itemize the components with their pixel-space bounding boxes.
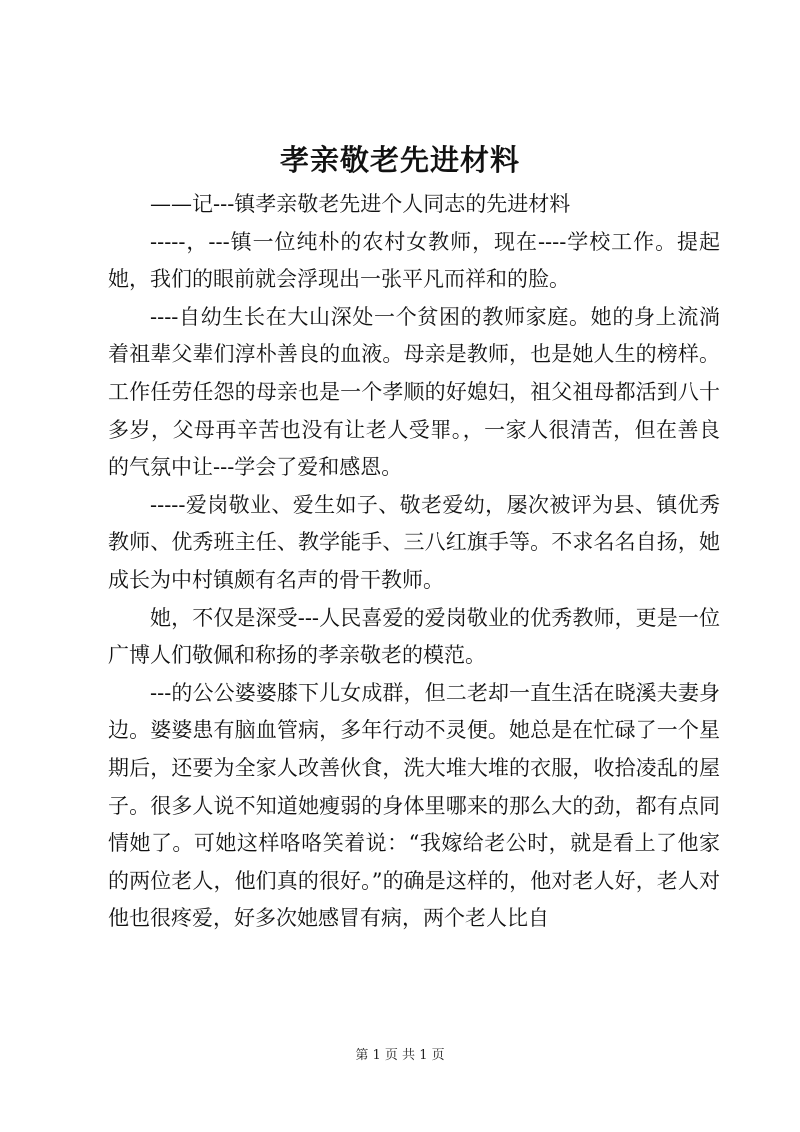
subtitle-paragraph: ——记---镇孝亲敬老先进个人同志的先进材料 <box>150 192 571 216</box>
body-paragraph: ---的公公婆婆膝下儿女成群，但二老却一直生活在晓溪夫妻身边。婆婆患有脑血管病，多年行动不灵便。她总是在忙碌了一个星期后，还要为全家人改善伙食，洗大堆大堆的衣服，收拾凌乱的屋子。很多人说不知道她瘦弱的身体里哪来的那么大的劲，都有点同情她了。可她这样咯咯笑着说：“我嫁给老公时，就是看上了他家的两位老人，他们真的很好。”的确是这样的，他对老人好，老人对他也很疼爱，好多次她感冒有病，两个老人比自 <box>108 680 720 931</box>
document-title: 孝亲敬老先进材料 <box>279 143 520 177</box>
body-paragraph: -----爱岗敬业、爱生如子、敬老爱幼，屡次被评为县、镇优秀教师、优秀班主任、教学能手、三八红旗手等。不求名名自扬，她成长为中村镇颇有名声的骨干教师。 <box>108 492 720 592</box>
page-footer: 第 1 页 共 1 页 <box>355 1048 445 1063</box>
document-body <box>108 186 720 938</box>
body-paragraph: ----自幼生长在大山深处一个贫困的教师家庭。她的身上流淌着祖辈父辈们淳朴善良的血液。母亲是教师，也是她人生的榜样。工作任劳任怨的母亲也是一个孝顺的好媳妇，祖父祖母都活到八十多岁，父母再辛苦也没有让老人受罪。，一家人很清苦，但在善良的气氛中让---学会了爱和感恩。 <box>108 304 720 480</box>
body-paragraph: -----，---镇一位纯朴的农村女教师，现在----学校工作。提起她，我们的眼前就会浮现出一张平凡而祥和的脸。 <box>108 229 720 292</box>
body-paragraph: 她，不仅是深受---人民喜爱的爱岗敬业的优秀教师，更是一位广博人们敬佩和称扬的孝亲敬老的模范。 <box>108 605 720 668</box>
